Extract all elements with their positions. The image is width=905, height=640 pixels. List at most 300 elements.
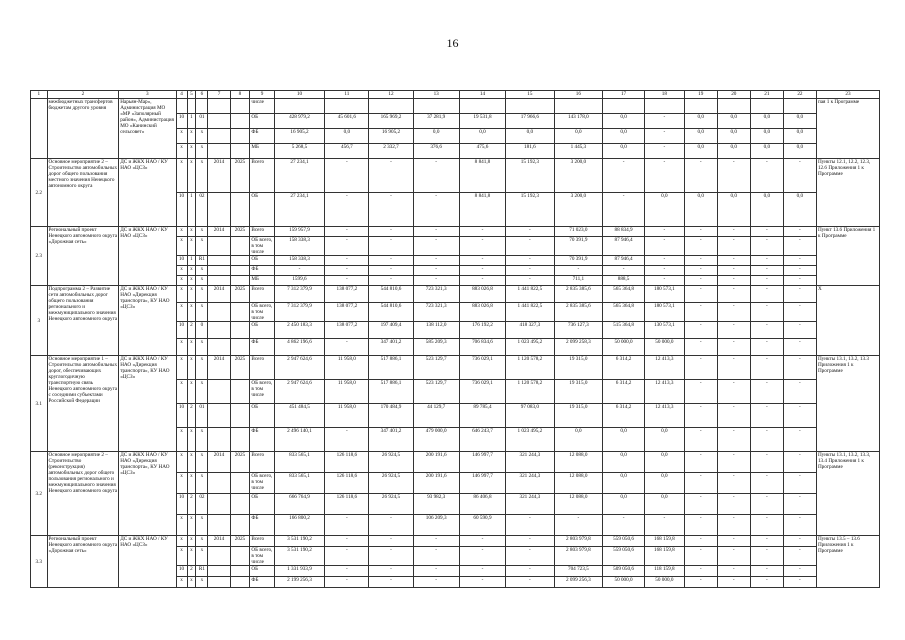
table-row — [31, 452, 880, 473]
amount-cell: - — [325, 577, 369, 588]
funding-source: МБ — [250, 144, 274, 159]
amount-cell — [274, 99, 325, 114]
table-row — [31, 99, 880, 114]
amount-cell: - — [717, 566, 750, 577]
code-cell: 10 — [176, 404, 187, 428]
amount-cell: 60 590,9 — [459, 515, 505, 536]
column-number: 14 — [459, 91, 505, 99]
code-cell: 01 — [196, 404, 208, 428]
amount-cell: - — [506, 515, 555, 536]
code-cell: х — [187, 339, 196, 356]
start-year: 2014 — [208, 286, 230, 303]
amount-cell: 736 127,3 — [554, 322, 603, 339]
amount-cell: 0,0 — [645, 473, 685, 494]
amount-cell: 146 997,7 — [459, 473, 505, 494]
amount-cell: 523 129,7 — [413, 380, 459, 404]
amount-cell: - — [684, 276, 717, 286]
amount-cell: 12 413,3 — [645, 404, 685, 428]
amount-cell: - — [369, 515, 413, 536]
program-funding-table — [30, 90, 880, 588]
amount-cell: - — [783, 256, 816, 266]
end-year — [230, 339, 250, 356]
amount-cell: 138 077,2 — [325, 303, 369, 322]
table-row — [31, 227, 880, 237]
amount-cell: 0,0 — [603, 129, 645, 144]
start-year — [208, 99, 230, 114]
amount-cell: - — [750, 515, 783, 536]
code-cell: х — [176, 356, 187, 380]
amount-cell: - — [750, 536, 783, 547]
funding-source: Всего — [250, 452, 274, 473]
amount-cell: - — [783, 322, 816, 339]
code-cell: х — [176, 536, 187, 547]
amount-cell: - — [684, 494, 717, 515]
amount-cell: 3 200,0 — [554, 193, 603, 227]
amount-cell: 19 315,0 — [554, 404, 603, 428]
amount-cell: - — [369, 237, 413, 256]
amount-cell: 565 364,8 — [603, 303, 645, 322]
amount-cell: 1599,6 — [274, 276, 325, 286]
amount-cell: 321 244,3 — [506, 452, 555, 473]
amount-cell: - — [325, 566, 369, 577]
code-cell: х — [196, 473, 208, 494]
amount-cell: 1 441 822,5 — [506, 286, 555, 303]
amount-cell: 126 118,6 — [325, 452, 369, 473]
code-cell: х — [187, 428, 196, 452]
code-cell: х — [196, 159, 208, 193]
amount-cell: - — [717, 515, 750, 536]
code-cell: х — [196, 266, 208, 276]
amount-cell: 87 946,4 — [603, 237, 645, 256]
amount-cell: - — [717, 356, 750, 380]
code-cell: 10 — [176, 322, 187, 339]
code-cell: х — [196, 452, 208, 473]
amount-cell: 456,7 — [325, 144, 369, 159]
amount-cell: - — [325, 428, 369, 452]
amount-cell: - — [684, 536, 717, 547]
code-cell: х — [176, 428, 187, 452]
amount-cell: - — [645, 266, 685, 276]
amount-cell: 70 391,9 — [554, 237, 603, 256]
amount-cell — [750, 99, 783, 114]
amount-cell: - — [684, 227, 717, 237]
amount-cell: - — [783, 404, 816, 428]
amount-cell — [554, 99, 603, 114]
amount-cell: 0,0 — [783, 144, 816, 159]
amount-cell: 711,1 — [554, 276, 603, 286]
amount-cell: - — [783, 339, 816, 356]
item-number: 3 — [31, 286, 48, 356]
start-year — [208, 339, 230, 356]
amount-cell: - — [413, 237, 459, 256]
amount-cell: 138 077,2 — [325, 286, 369, 303]
code-cell: 2 — [187, 494, 196, 515]
funding-source: ОБ — [250, 114, 274, 129]
amount-cell: 515 364,8 — [603, 322, 645, 339]
code-cell: х — [196, 144, 208, 159]
amount-cell: - — [506, 276, 555, 286]
amount-cell: - — [684, 339, 717, 356]
amount-cell: - — [750, 339, 783, 356]
column-number: 2 — [47, 91, 119, 99]
amount-cell: - — [684, 159, 717, 193]
amount-cell: 0,0 — [603, 452, 645, 473]
column-number: 6 — [196, 91, 208, 99]
end-year — [230, 237, 250, 256]
code-cell: х — [187, 303, 196, 322]
funding-source: ОБ всего, в том числе — [251, 237, 273, 255]
code-cell: 10 — [176, 114, 187, 129]
code-cell: х — [187, 286, 196, 303]
amount-cell: 26 924,5 — [369, 473, 413, 494]
amount-cell: - — [783, 452, 816, 473]
code-cell: х — [176, 286, 187, 303]
amount-cell: - — [369, 276, 413, 286]
amount-cell: - — [783, 159, 816, 193]
table-row — [31, 159, 880, 193]
amount-cell: 0,0 — [506, 129, 555, 144]
amount-cell: - — [783, 494, 816, 515]
start-year — [208, 547, 230, 566]
amount-cell: 166 800,2 — [274, 515, 325, 536]
amount-cell: 2 199 256,3 — [274, 577, 325, 588]
amount-cell: - — [554, 266, 603, 276]
amount-cell: - — [684, 577, 717, 588]
start-year: 2014 — [208, 159, 230, 193]
start-year — [208, 256, 230, 266]
code-cell: 1 — [187, 114, 196, 129]
amount-cell: - — [369, 547, 413, 566]
amount-cell: 565 364,8 — [603, 286, 645, 303]
amount-cell: - — [750, 237, 783, 256]
amount-cell: 0,0 — [645, 452, 685, 473]
funding-source: ФБ — [250, 428, 274, 452]
amount-cell: - — [459, 276, 505, 286]
amount-cell: 50 000,0 — [645, 577, 685, 588]
amount-cell: - — [783, 227, 816, 237]
start-year — [208, 404, 230, 428]
column-number: 12 — [369, 91, 413, 99]
amount-cell: - — [717, 452, 750, 473]
item-number: 2.2 — [31, 159, 48, 227]
amount-cell: - — [783, 237, 816, 256]
code-cell: 2 — [187, 404, 196, 428]
amount-cell: 19 315,0 — [554, 380, 603, 404]
code-cell: R1 — [196, 566, 208, 577]
end-year — [230, 322, 250, 339]
amount-cell: 723 321,3 — [413, 303, 459, 322]
amount-cell: - — [325, 159, 369, 193]
amount-cell: 3 200,0 — [554, 159, 603, 193]
end-year — [230, 266, 250, 276]
amount-cell: - — [750, 473, 783, 494]
amount-cell: 347 401,2 — [369, 428, 413, 452]
amount-cell: 376,6 — [413, 144, 459, 159]
amount-cell: - — [506, 256, 555, 266]
code-cell: х — [176, 380, 187, 404]
code-cell: х — [196, 380, 208, 404]
amount-cell: 833 565,1 — [274, 473, 325, 494]
amount-cell: - — [369, 536, 413, 547]
code-cell: х — [196, 237, 208, 256]
start-year: 2014 — [208, 536, 230, 547]
column-number: 17 — [603, 91, 645, 99]
amount-cell: 7 312 379,9 — [274, 303, 325, 322]
start-year — [208, 266, 230, 276]
amount-cell: - — [459, 566, 505, 577]
start-year: 2014 — [208, 227, 230, 237]
funding-source: ОБ всего, в том числе — [251, 303, 273, 321]
column-number: 5 — [187, 91, 196, 99]
code-cell: х — [187, 276, 196, 286]
funding-source: Всего — [250, 536, 274, 547]
amount-cell: 3 531 190,2 — [274, 547, 325, 566]
amount-cell: 0,0 — [603, 494, 645, 515]
code-cell: 10 — [176, 193, 187, 227]
amount-cell: - — [750, 227, 783, 237]
amount-cell: - — [717, 577, 750, 588]
code-cell: х — [176, 339, 187, 356]
end-year — [230, 428, 250, 452]
code-cell: х — [187, 515, 196, 536]
amount-cell: 321 244,3 — [506, 473, 555, 494]
amount-cell: - — [750, 266, 783, 276]
amount-cell: 37 281,9 — [413, 114, 459, 129]
item-name: Основное мероприятие 2 – Строительство (реконструкция) автомобильных дорог общего пользования регионального и межмуниципального значения Ненецкого автономного округа — [47, 452, 119, 536]
amount-cell: 15 192,3 — [506, 159, 555, 193]
amount-cell: 2 947 624,6 — [274, 356, 325, 380]
code-cell: х — [196, 356, 208, 380]
amount-cell: 87 946,4 — [603, 256, 645, 266]
amount-cell: - — [750, 404, 783, 428]
amount-cell: 88 834,9 — [603, 227, 645, 237]
end-year — [230, 276, 250, 286]
code-cell: х — [196, 227, 208, 237]
amount-cell: - — [750, 356, 783, 380]
item-name: Основное мероприятие 2 – Строительство автомобильных дорог общего пользования местного значения Ненецкого автономного округа — [47, 159, 119, 227]
amount-cell: - — [750, 428, 783, 452]
amount-cell: - — [783, 473, 816, 494]
amount-cell: - — [783, 536, 816, 547]
amount-cell: 2 835 385,6 — [554, 303, 603, 322]
amount-cell: - — [645, 276, 685, 286]
amount-cell: 71 023,0 — [554, 227, 603, 237]
amount-cell: 50 000,0 — [603, 339, 645, 356]
amount-cell: 11 958,0 — [325, 356, 369, 380]
amount-cell: 1 120 578,2 — [506, 356, 555, 380]
amount-cell: - — [413, 193, 459, 227]
amount-cell: 106 209,3 — [413, 515, 459, 536]
start-year — [208, 193, 230, 227]
amount-cell: - — [684, 547, 717, 566]
column-number: 9 — [250, 91, 274, 99]
amount-cell: - — [413, 159, 459, 193]
amount-cell: - — [750, 547, 783, 566]
amount-cell: - — [684, 303, 717, 322]
amount-cell: 321 244,3 — [506, 494, 555, 515]
amount-cell: - — [413, 536, 459, 547]
amount-cell: 544 810,6 — [369, 286, 413, 303]
amount-cell: 0,0 — [603, 473, 645, 494]
amount-cell: 50 000,0 — [603, 577, 645, 588]
code-cell: х — [187, 547, 196, 566]
amount-cell: 4 862 196,6 — [274, 339, 325, 356]
amount-cell: 0,0 — [717, 144, 750, 159]
amount-cell: - — [325, 193, 369, 227]
amount-cell: 0,0 — [554, 129, 603, 144]
amount-cell: - — [717, 159, 750, 193]
end-year — [230, 473, 250, 494]
amount-cell: - — [750, 494, 783, 515]
code-cell: х — [196, 303, 208, 322]
amount-cell — [684, 99, 717, 114]
amount-cell: - — [717, 380, 750, 404]
amount-cell: 138 077,2 — [325, 322, 369, 339]
code-cell: 10 — [176, 494, 187, 515]
amount-cell: 44 129,7 — [413, 404, 459, 428]
amount-cell: - — [459, 266, 505, 276]
code-cell: х — [176, 515, 187, 536]
amount-cell: - — [717, 227, 750, 237]
funding-source: Всего — [250, 227, 274, 237]
funding-source: ФБ — [250, 339, 274, 356]
amount-cell: - — [645, 227, 685, 237]
amount-cell: - — [369, 266, 413, 276]
code-cell: 02 — [196, 193, 208, 227]
amount-cell: - — [717, 494, 750, 515]
start-year — [208, 129, 230, 144]
amount-cell: 2 496 140,1 — [274, 428, 325, 452]
amount-cell: 180 573,1 — [645, 286, 685, 303]
amount-cell: - — [750, 452, 783, 473]
funding-source: числе — [250, 99, 274, 114]
amount-cell: 12 413,3 — [645, 380, 685, 404]
amount-cell: 704 723,5 — [554, 566, 603, 577]
amount-cell: 27 234,1 — [274, 193, 325, 227]
amount-cell: 126 118,6 — [325, 494, 369, 515]
amount-cell: - — [783, 428, 816, 452]
reference-note: Пункты 13.5 – 13.6 Приложения 1 к Программе — [816, 536, 879, 588]
start-year — [208, 322, 230, 339]
column-number: 3 — [119, 91, 176, 99]
code-cell: х — [176, 144, 187, 159]
code-cell: х — [196, 129, 208, 144]
amount-cell: 0,0 — [684, 193, 717, 227]
column-number: 15 — [506, 91, 555, 99]
funding-source: ОБ — [250, 256, 274, 266]
amount-cell: - — [325, 237, 369, 256]
amount-cell: 8 841,8 — [459, 193, 505, 227]
table-row — [31, 356, 880, 380]
amount-cell: - — [684, 256, 717, 266]
funding-source: ФБ — [250, 266, 274, 276]
amount-cell: - — [717, 286, 750, 303]
code-cell: х — [196, 286, 208, 303]
amount-cell: 1 445,3 — [554, 144, 603, 159]
amount-cell: 126 118,6 — [325, 473, 369, 494]
code-cell — [196, 99, 208, 114]
funding-source: ОБ всего, в том числе — [250, 380, 274, 404]
amount-cell: - — [459, 536, 505, 547]
code-cell: х — [176, 159, 187, 193]
amount-cell: 2 332,7 — [369, 144, 413, 159]
amount-cell: 544 810,6 — [369, 303, 413, 322]
funding-source: Всего — [250, 286, 274, 303]
amount-cell: 451 484,5 — [274, 404, 325, 428]
reference-note: Пункты 13.1, 13.2, 13.3, 13.4 Приложения 1 к Программе — [816, 452, 879, 536]
code-cell: х — [176, 276, 187, 286]
amount-cell: - — [413, 566, 459, 577]
column-number: 13 — [413, 91, 459, 99]
amount-cell: 181,6 — [506, 144, 555, 159]
amount-cell: 86 406,8 — [459, 494, 505, 515]
amount-cell: - — [783, 566, 816, 577]
column-number: 16 — [554, 91, 603, 99]
amount-cell: - — [783, 303, 816, 322]
amount-cell: - — [717, 322, 750, 339]
end-year: 2025 — [230, 159, 250, 193]
item-name: Основное мероприятие 1 – Строительство автомобильных дорог, обеспечивающих круглогодичную транспортную связь Ненецкого автономного округа с соседними субъектами Российской Федерации — [47, 356, 119, 452]
amount-cell: 6 314,2 — [603, 380, 645, 404]
amount-cell: - — [717, 256, 750, 266]
amount-cell: - — [325, 515, 369, 536]
amount-cell: - — [717, 237, 750, 256]
code-cell: 1 — [187, 193, 196, 227]
amount-cell: 479 000,0 — [413, 428, 459, 452]
executor: ДС и ЖКХ НАО / КУ НАО «ЦСЗ» — [119, 159, 176, 227]
amount-cell — [717, 99, 750, 114]
amount-cell: 0,0 — [554, 428, 603, 452]
amount-cell: - — [750, 276, 783, 286]
item-name: Региональный проект Ненецкого автономного округа «Дорожная сеть» — [47, 536, 119, 588]
amount-cell: 3 531 190,2 — [274, 536, 325, 547]
funding-source: ОБ всего, в том числе — [251, 547, 273, 565]
amount-cell: - — [413, 276, 459, 286]
amount-cell: 158 338,3 — [274, 237, 325, 256]
amount-cell: - — [274, 266, 325, 276]
amount-cell: 428 979,2 — [274, 114, 325, 129]
start-year — [208, 144, 230, 159]
start-year: 2014 — [208, 452, 230, 473]
amount-cell: 26 924,5 — [369, 494, 413, 515]
start-year — [208, 577, 230, 588]
amount-cell: 6 314,2 — [603, 404, 645, 428]
amount-cell: - — [325, 547, 369, 566]
amount-cell: 559 050,6 — [603, 547, 645, 566]
amount-cell: 0,0 — [750, 114, 783, 129]
amount-cell: - — [684, 452, 717, 473]
amount-cell: 97 083,0 — [506, 404, 555, 428]
amount-cell: 158 338,3 — [274, 256, 325, 266]
start-year — [208, 566, 230, 577]
amount-cell: 706 834,6 — [459, 339, 505, 356]
amount-cell: 12 088,0 — [554, 452, 603, 473]
amount-cell: 180 573,1 — [645, 303, 685, 322]
end-year: 2025 — [230, 356, 250, 380]
amount-cell: - — [459, 237, 505, 256]
amount-cell: - — [369, 227, 413, 237]
amount-cell: 646 243,7 — [459, 428, 505, 452]
amount-cell: - — [684, 473, 717, 494]
code-cell: х — [176, 227, 187, 237]
funding-source: ОБ — [250, 494, 274, 515]
start-year — [208, 473, 230, 494]
column-number: 21 — [750, 91, 783, 99]
amount-cell: 200 191,6 — [413, 452, 459, 473]
amount-cell: - — [684, 566, 717, 577]
code-cell: 01 — [196, 114, 208, 129]
code-cell: х — [187, 159, 196, 193]
